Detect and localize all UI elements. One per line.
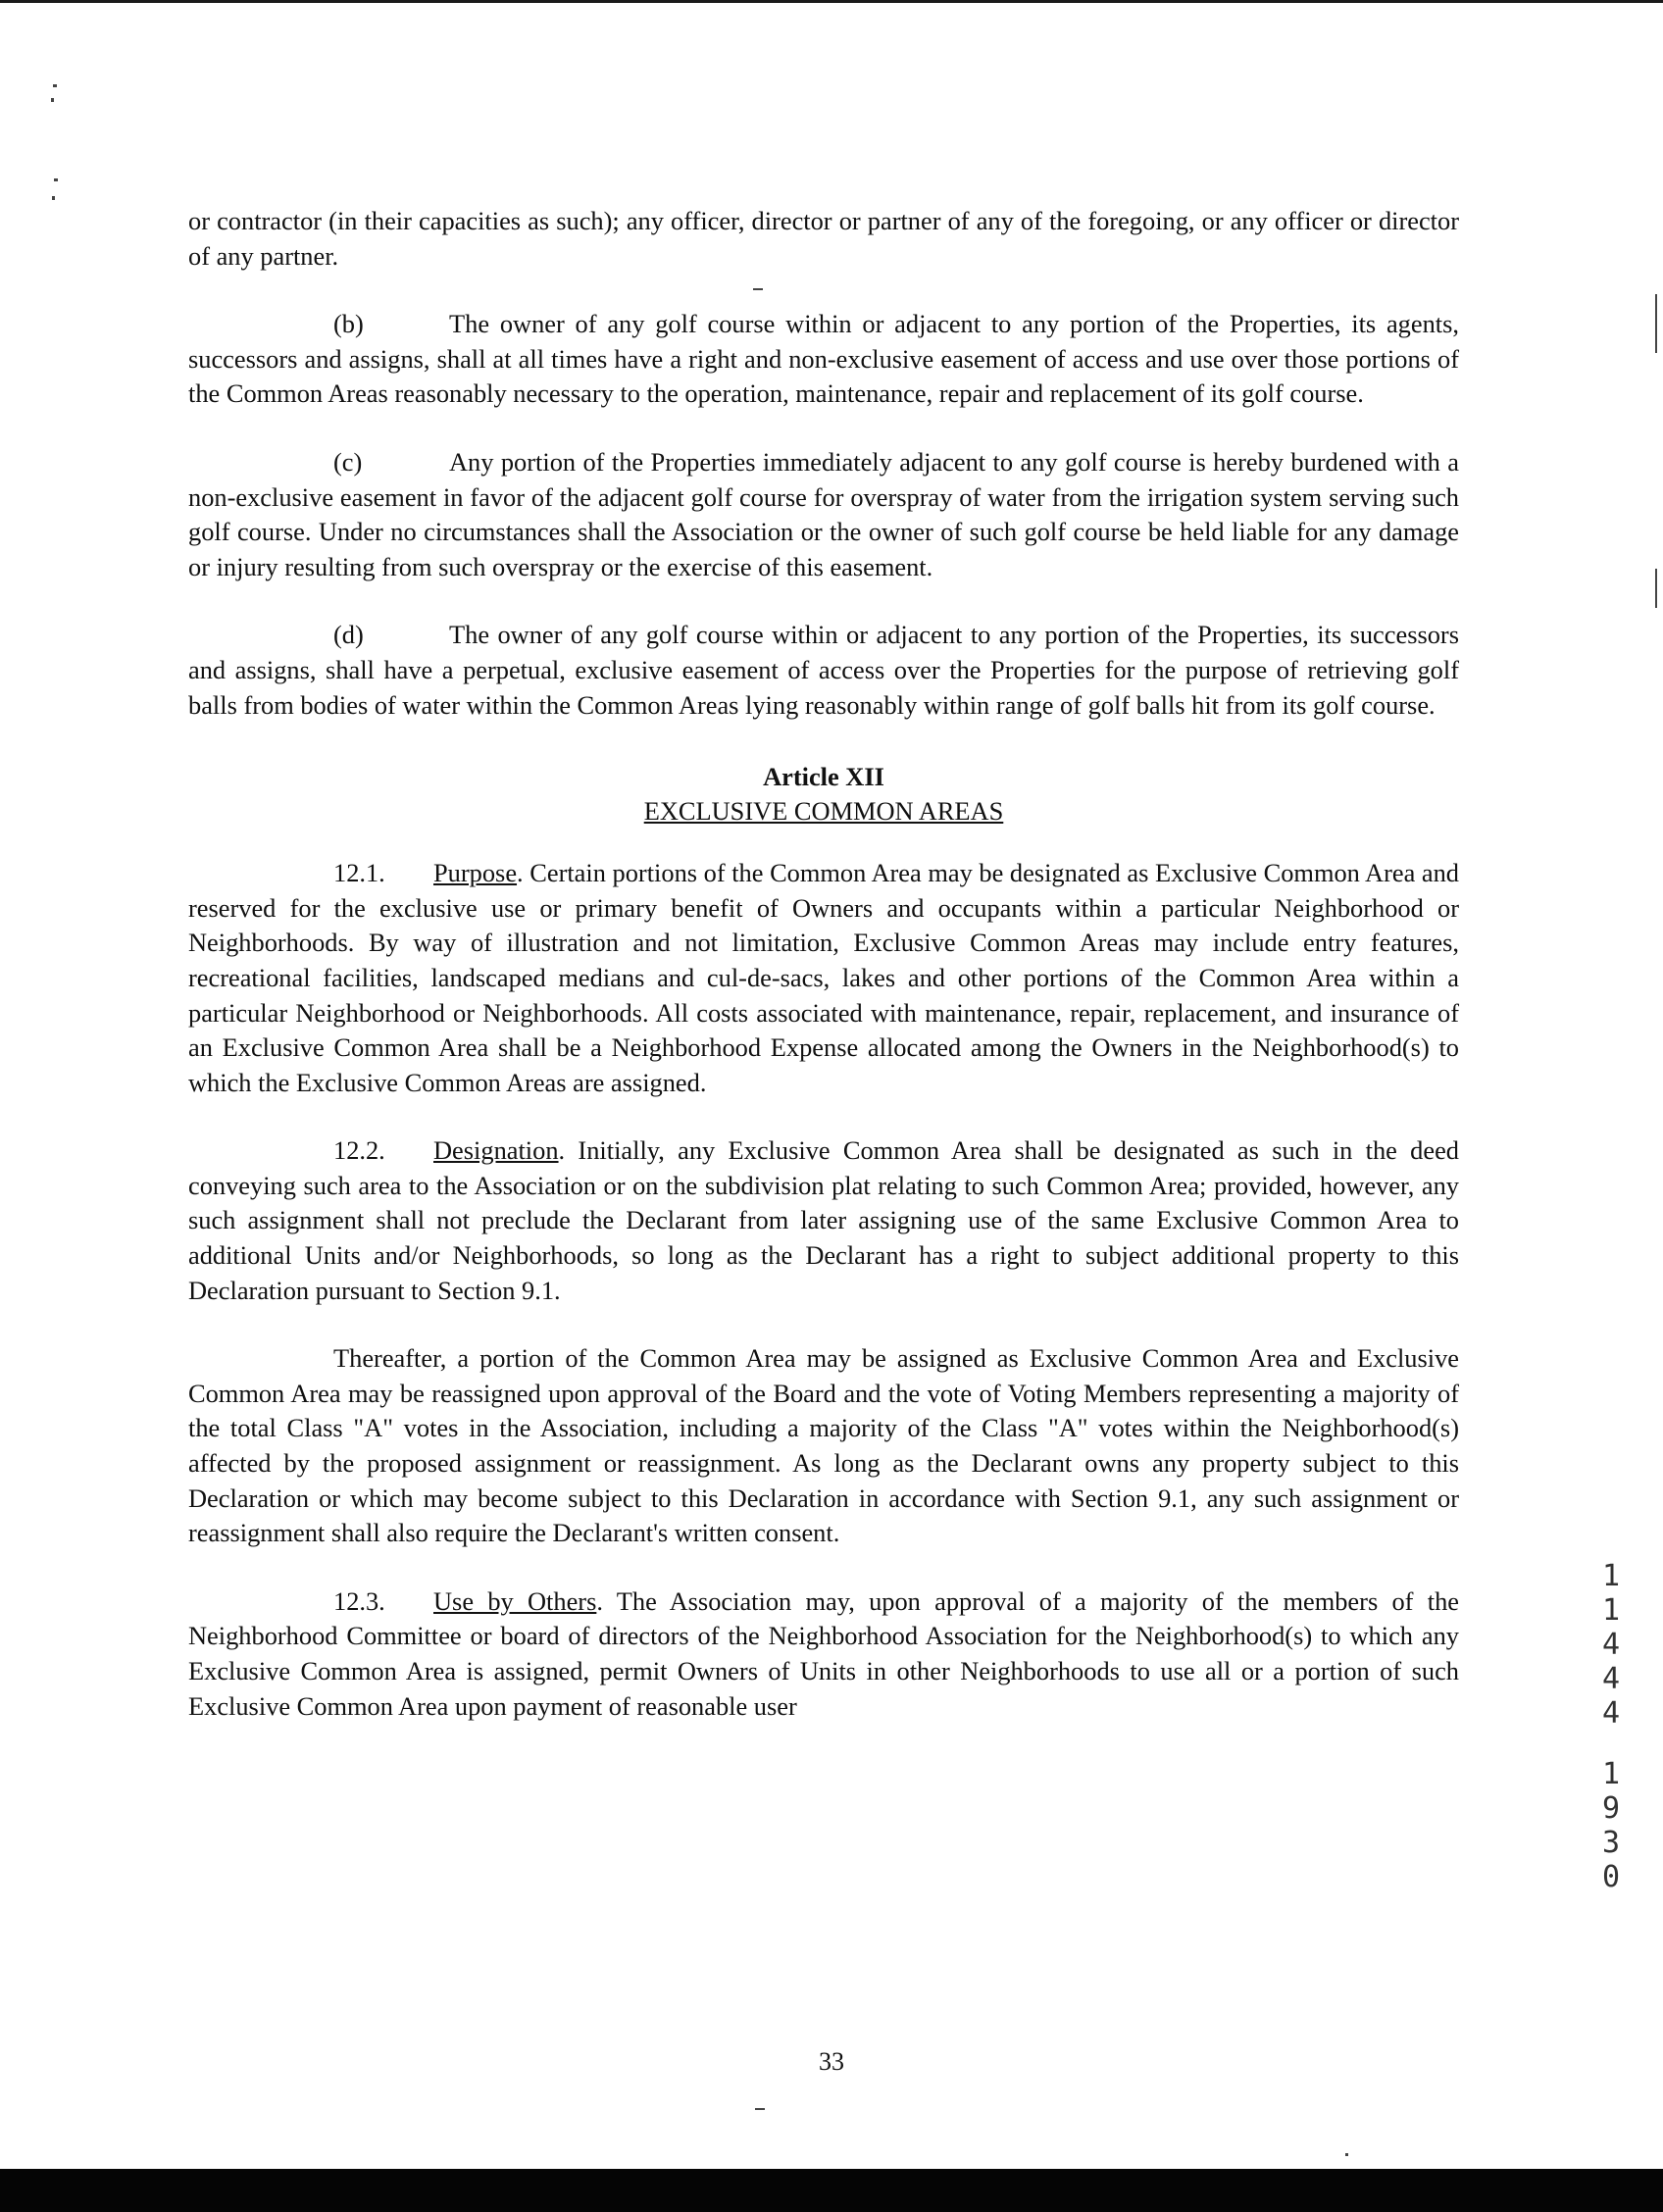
stamp-digit: 1	[1601, 1593, 1621, 1628]
stamp-digit: 0	[1601, 1860, 1621, 1894]
continuation-paragraph: or contractor (in their capacities as such); any officer, director or partner of any of the foregoing, or any officer or director of any partner.	[188, 206, 1459, 271]
section-number: 12.2.	[333, 1135, 385, 1166]
stamp-digit: 9	[1601, 1791, 1621, 1826]
section-number: 12.3.	[333, 1585, 385, 1616]
clause-text: Any portion of the Properties immediately adjacent to any golf course is hereby burdened with a non-exclusive easement in favor of the adjacent golf course for overspray of water from the irrigation system serving such golf course. Under no circumstances shall the Association or the owner of such golf course be held liable for any damage or injury resulting from such overspray or the exercise of this easement.	[188, 446, 1459, 581]
scan-edge-mark	[1655, 569, 1657, 608]
page-number: 33	[819, 2047, 844, 2076]
scan-speck	[53, 84, 57, 87]
section-12-1	[188, 856, 1459, 1100]
stamp-digit: 4	[1601, 1628, 1621, 1662]
article-title: Article XII	[763, 762, 884, 792]
clause-label: (d)	[333, 620, 364, 650]
scan-speck	[755, 2108, 765, 2110]
bottom-scan-border	[0, 2169, 1663, 2212]
stamp-digit: 1	[1601, 1559, 1621, 1593]
clause-text: The owner of any golf course within or adjacent to any portion of the Properties, its agents, successors and assigns, shall at all times have a right and non-exclusive easement of access and use over those portions of the Common Areas reasonably necessary to the operation, maintenance, repair and replacement of its golf course.	[188, 309, 1459, 409]
clause-c	[188, 445, 1459, 584]
stamp-digit: 1	[1601, 1757, 1621, 1791]
section-title: Purpose	[433, 858, 518, 888]
scan-speck	[51, 98, 54, 102]
clause-label: (b)	[333, 309, 364, 339]
stamp-digit: 4	[1601, 1662, 1621, 1696]
clause-d	[188, 618, 1459, 723]
section-12-2	[188, 1133, 1459, 1308]
thereafter-paragraph: Thereafter, a portion of the Common Area may be assigned as Exclusive Common Area and Exclusive Common Area may be reassigned upon approval of the Board and the vote of Voting Members representing a majority of the total Class "A" votes in the Association, including a majority of the Class "A" votes within the Neighborhood(s) affected by the proposed assignment or reassignment. As long as the Declarant owns any property subject to this Declaration or which may become subject to this Declaration in accordance with Section 9.1, any such assignment or reassignment shall also require the Declarant's written consent.	[188, 1343, 1459, 1548]
margin-stamp-upper	[1596, 1559, 1626, 1731]
scan-speck	[753, 288, 763, 290]
section-title: Use by Others	[433, 1585, 597, 1616]
section-text: . The Association may, upon approval of a majority of the members of the Neighborhood Committee or board of directors of the Neighborhood Association for the Neighborhood(s) to which any Exclusive Common Area is assigned, permit Owners of Units in other Neighborhoods to use all or a portion of such Exclusive Common Area upon payment of reasonable user	[188, 1585, 1459, 1721]
scan-speck	[1345, 2153, 1348, 2156]
top-border	[0, 0, 1663, 3]
document-body	[188, 204, 1459, 1757]
section-text: . Certain portions of the Common Area may be designated as Exclusive Common Area and reserved for the exclusive use or primary benefit of Owners and occupants within a particular Neighborhood or Neighborhoods. By way of illustration and not limitation, Exclusive Common Areas may include entry features, recreational facilities, landscaped medians and cul-de-sacs, lakes and other portions of the Common Area within a particular Neighborhood or Neighborhoods. All costs associated with maintenance, repair, replacement, and insurance of an Exclusive Common Area shall be a Neighborhood Expense allocated among the Owners in the Neighborhood(s) to which the Exclusive Common Areas are assigned.	[188, 858, 1459, 1097]
scan-speck	[52, 196, 55, 200]
stamp-digit: 4	[1601, 1696, 1621, 1731]
section-12-3	[188, 1584, 1459, 1724]
section-title: Designation	[433, 1135, 559, 1166]
article-subtitle: EXCLUSIVE COMMON AREAS	[643, 796, 1004, 827]
scan-speck	[54, 178, 58, 181]
stamp-digit: 3	[1601, 1826, 1621, 1860]
section-text: . Initially, any Exclusive Common Area shall be designated as such in the deed conveying such area to the Association or on the subdivision plat relating to such Common Area; provided, however, any such assignment shall not preclude the Declarant from later assigning use of the same Exclusive Common Area to additional Units and/or Neighborhoods, so long as the Declarant has a right to subject additional property to this Declaration pursuant to Section 9.1.	[188, 1135, 1459, 1305]
section-number: 12.1.	[333, 858, 385, 888]
scan-edge-mark	[1655, 294, 1657, 353]
clause-b	[188, 307, 1459, 412]
margin-stamp-lower	[1596, 1757, 1626, 1894]
clause-text: The owner of any golf course within or adjacent to any portion of the Properties, its successors and assigns, shall have a perpetual, exclusive easement of access over the Properties for the purpose of retrieving golf balls from bodies of water within the Common Areas lying reasonably within range of golf balls hit from its golf course.	[188, 620, 1459, 720]
clause-label: (c)	[333, 446, 363, 477]
